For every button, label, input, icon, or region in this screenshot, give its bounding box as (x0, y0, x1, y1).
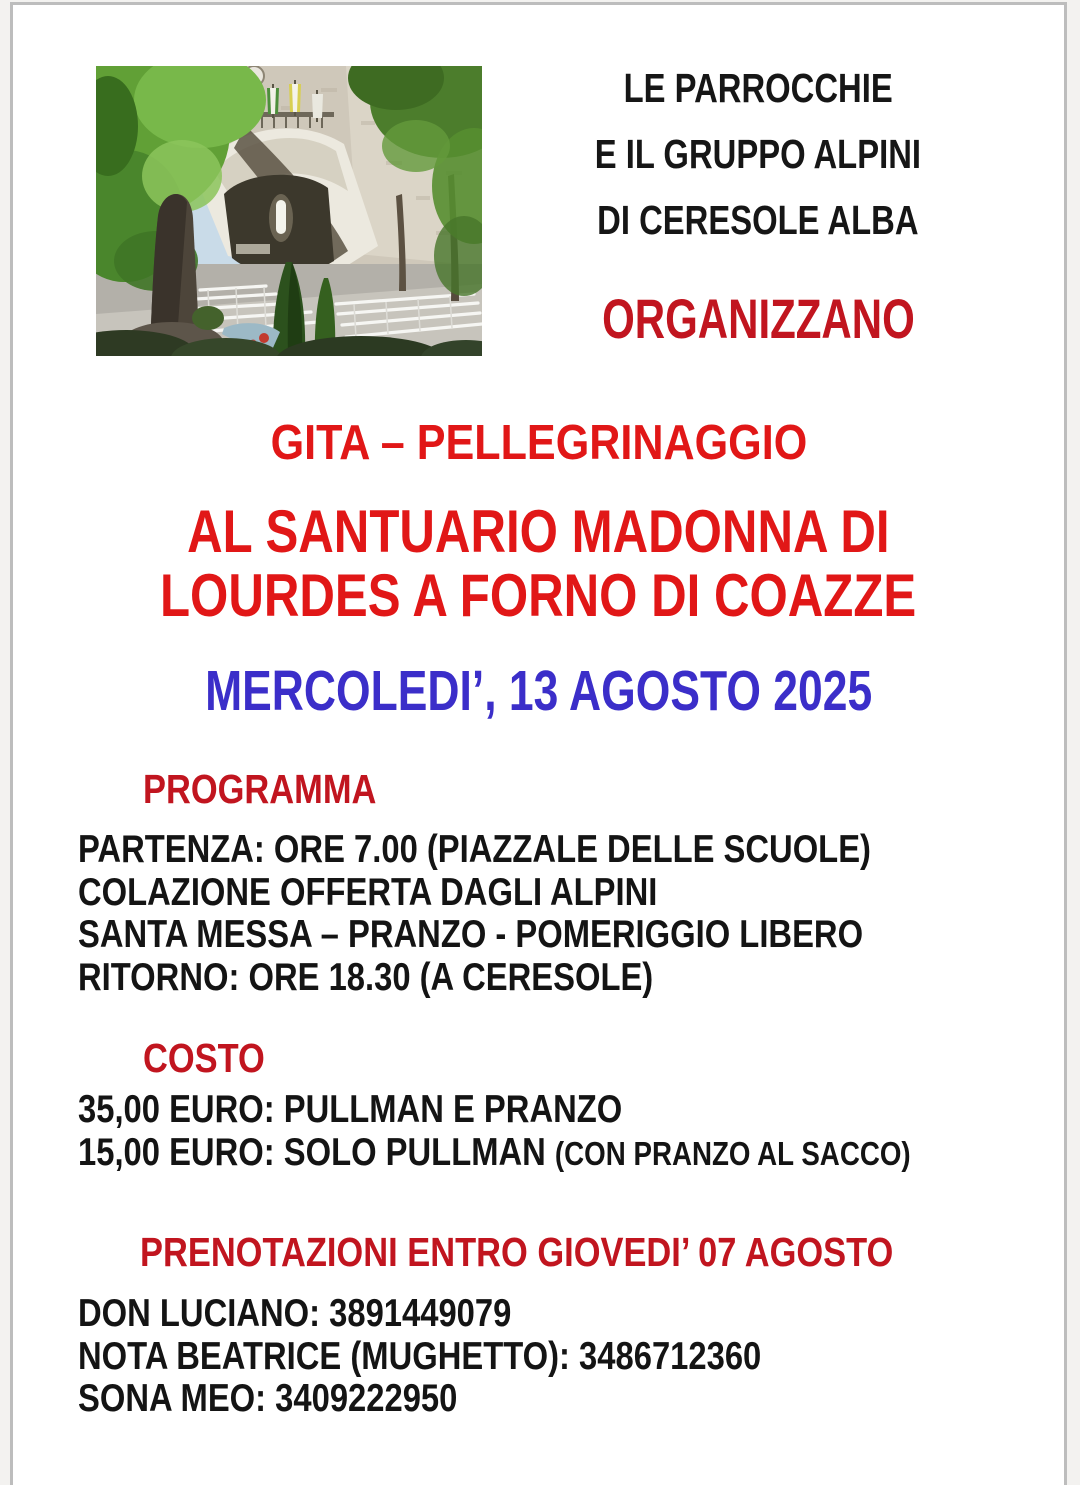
booking-deadline: PRENOTAZIONI ENTRO GIOVEDI’ 07 AGOSTO (140, 1229, 894, 1275)
destination-title-line1: AL SANTUARIO MADONNA DI (187, 498, 890, 565)
cost-item-note: (CON PRANZO AL SACCO) (554, 1134, 911, 1172)
trip-type-title: GITA – PELLEGRINAGGIO (270, 416, 807, 470)
program-item: COLAZIONE OFFERTA DAGLI ALPINI (78, 870, 658, 914)
organizer-line: DI CERESOLE ALBA (597, 197, 919, 243)
contact-item: SONA MEO: 3409222950 (78, 1377, 458, 1421)
contact-item: NOTA BEATRICE (MUGHETTO): 3486712360 (78, 1334, 762, 1378)
organize-label: ORGANIZZANO (601, 287, 915, 350)
cost-list (78, 1089, 1064, 1175)
destination-title (13, 500, 1064, 628)
organizer-line: E IL GRUPPO ALPINI (594, 131, 922, 177)
event-date: MERCOLEDI’, 13 AGOSTO 2025 (204, 659, 873, 723)
program-heading: PROGRAMMA (143, 766, 377, 812)
cost-item-main: 15,00 EURO: SOLO PULLMAN (78, 1130, 546, 1174)
cost-item: 35,00 EURO: PULLMAN E PRANZO (78, 1088, 623, 1131)
program-item: PARTENZA: ORE 7.00 (PIAZZALE DELLE SCUOLE) (78, 828, 871, 871)
sanctuary-photo (96, 66, 482, 356)
contacts-list (78, 1293, 891, 1421)
program-item: RITORNO: ORE 18.30 (A CERESOLE) (78, 956, 654, 1000)
contact-item: DON LUCIANO: 3891449079 (78, 1292, 512, 1335)
program-list (78, 829, 1022, 1000)
destination-title-line2: LOURDES A FORNO DI COAZZE (160, 562, 917, 629)
sanctuary-photo-graphic (96, 66, 482, 356)
cost-item (78, 1132, 1064, 1176)
organizer-block (468, 55, 1048, 355)
organizer-line: LE PARROCCHIE (623, 65, 893, 111)
flyer-page (13, 5, 1064, 1485)
cost-heading: COSTO (143, 1035, 265, 1081)
program-item: SANTA MESSA – PRANZO - POMERIGGIO LIBERO (78, 913, 864, 957)
